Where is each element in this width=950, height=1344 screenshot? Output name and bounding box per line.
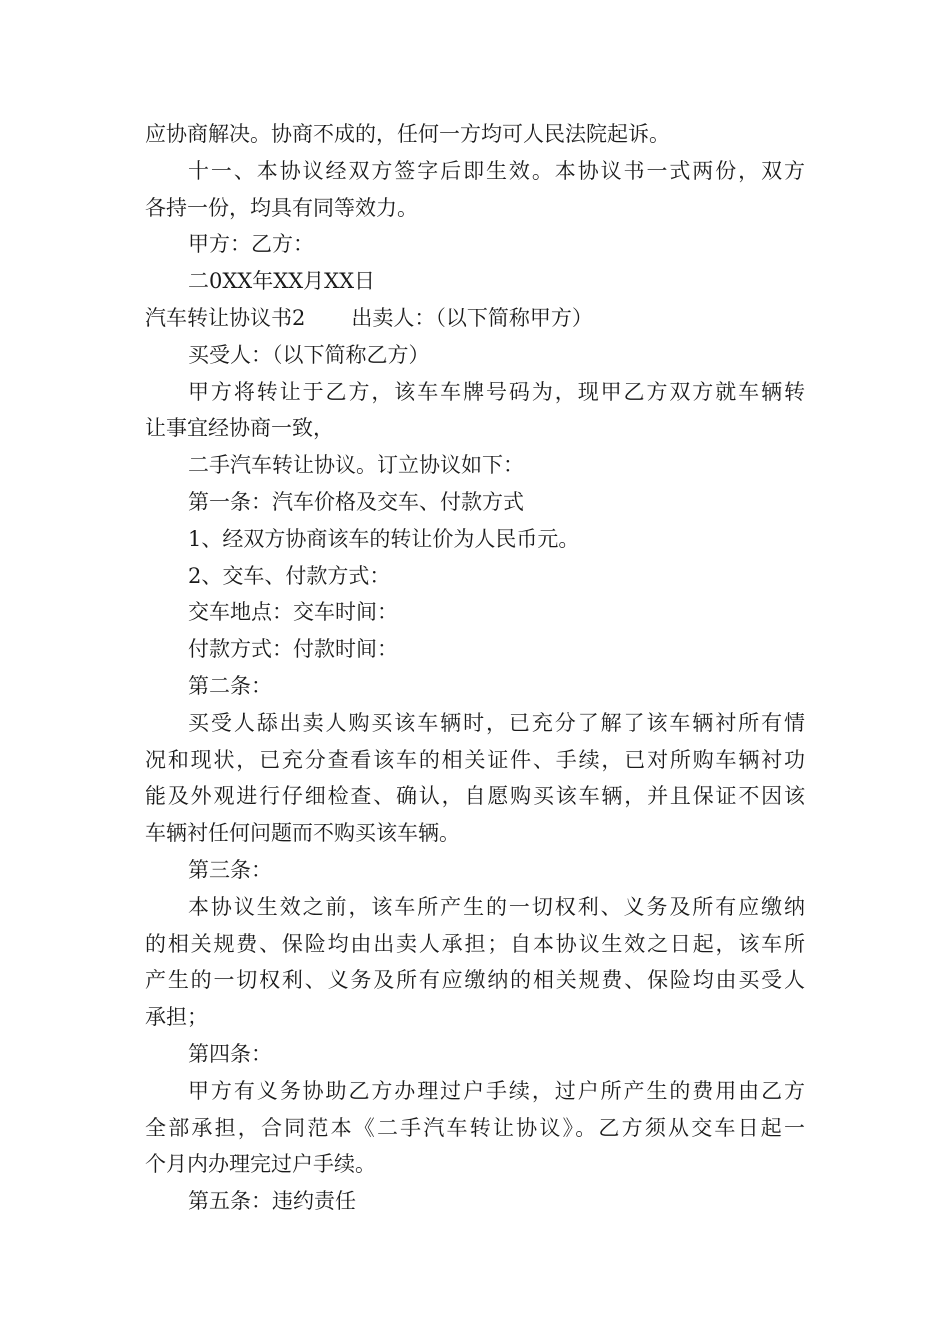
section-heading-line	[145, 300, 805, 337]
text-line: 甲方有义务协助乙方办理过户手续，过户所产生的费用由乙方	[188, 1078, 805, 1103]
seller-label: 出卖人：（以下简称甲方）	[351, 305, 593, 330]
text-line: 个月内办理完过户手续。	[145, 1152, 376, 1177]
article-heading: 第一条：汽车价格及交车、付款方式	[188, 489, 524, 514]
text-line: 2、交车、付款方式：	[188, 563, 391, 588]
text-line: 产生的一切权利、义务及所有应缴纳的相关规费、保险均由买受人	[145, 968, 805, 993]
text-line: 交车地点：交车时间：	[188, 600, 398, 625]
article-heading: 第四条：	[188, 1041, 272, 1066]
text-line: 能及外观进行仔细检查、确认，自愿购买该车辆，并且保证不因该	[145, 784, 805, 809]
text-line: 各持一份，均具有同等效力。	[145, 195, 418, 220]
article-heading: 第三条：	[188, 857, 272, 882]
text-line: 的相关规费、保险均由出卖人承担；自本协议生效之日起，该车所	[145, 931, 805, 956]
text-line: 付款方式：付款时间：	[188, 637, 398, 662]
text-line: 买受人：（以下简称乙方）	[188, 342, 430, 367]
date-line: 二0XX年XX月XX日	[188, 269, 376, 294]
text-line: 买受人舔出卖人购买该车辆时，已充分了解了该车辆衬所有情	[188, 710, 805, 735]
text-line: 让事宜经协商一致，	[145, 416, 334, 441]
text-line: 本协议生效之前，该车所产生的一切权利、义务及所有应缴纳	[188, 894, 805, 919]
text-line: 甲方：乙方：	[188, 232, 314, 257]
text-line: 应协商解决。协商不成的，任何一方均可人民法院起诉。	[145, 122, 670, 146]
text-line: 十一、本协议经双方签字后即生效。本协议书一式两份，双方	[188, 158, 805, 183]
text-line: 二手汽车转让协议。订立协议如下：	[188, 453, 524, 478]
text-line: 车辆衬任何问题而不购买该车辆。	[145, 821, 460, 846]
document-body	[145, 116, 805, 1220]
article-heading: 第二条：	[188, 673, 272, 698]
text-line: 全部承担，合同范本《二手汽车转让协议》。乙方须从交车日起一	[145, 1115, 805, 1140]
text-line: 1、经双方协商该车的转让价为人民币元。	[188, 526, 580, 551]
text-line: 况和现状，已充分查看该车的相关证件、手续，已对所购车辆衬功	[145, 747, 805, 772]
text-line: 承担；	[145, 1005, 208, 1030]
text-line: 甲方将转让于乙方，该车车牌号码为，现甲乙方双方就车辆转	[188, 379, 805, 404]
section-title: 汽车转让协议书2	[145, 305, 306, 330]
article-heading: 第五条：违约责任	[188, 1189, 356, 1214]
